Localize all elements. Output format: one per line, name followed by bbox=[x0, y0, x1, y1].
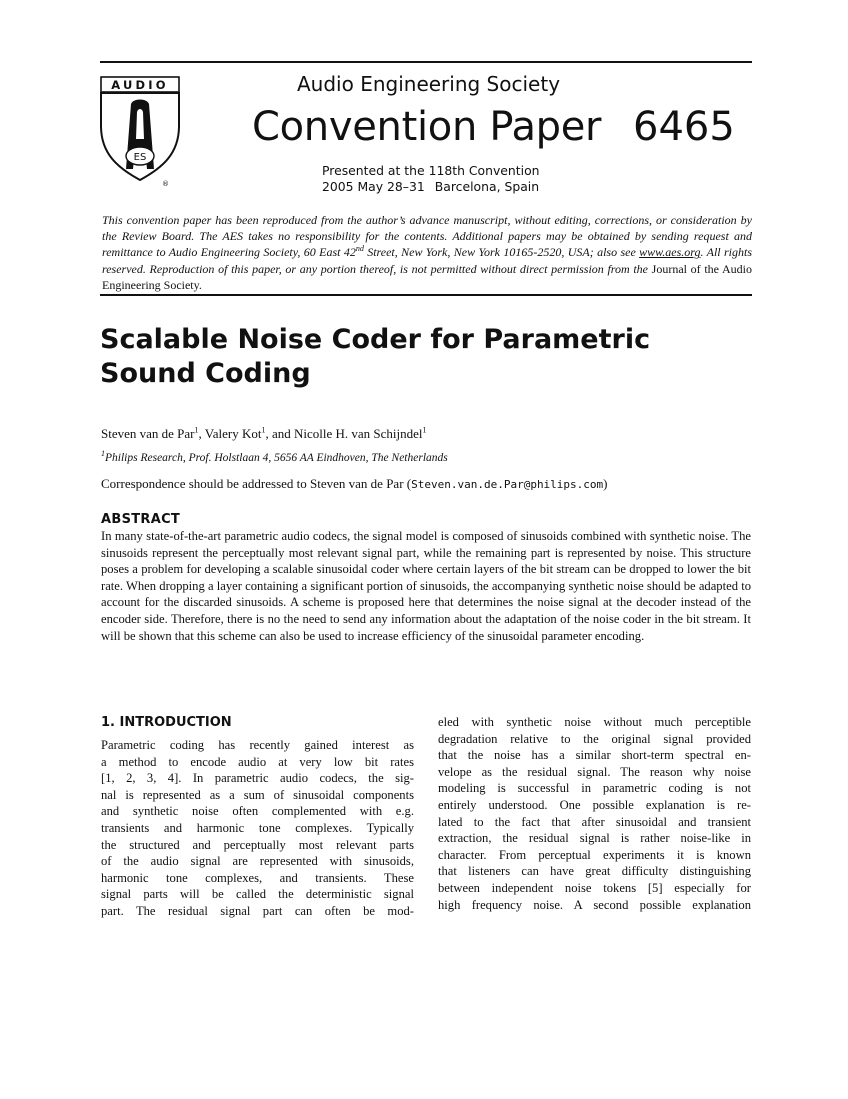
text-line: high frequency noise. A second possible explanation bbox=[438, 897, 751, 912]
author-3: and Nicolle H. van Schijndel bbox=[271, 426, 423, 441]
text-line: between independent noise tokens [5] especially for bbox=[438, 880, 751, 895]
correspondence-email[interactable]: Steven.van.de.Par@philips.com bbox=[411, 478, 604, 491]
affiliation bbox=[101, 449, 448, 464]
affiliation-text: Philips Research, Prof. Holstlaan 4, 5656 AA Eindhoven, The Netherlands bbox=[105, 452, 448, 464]
text-line: signal parts will be called the deterministic signal bbox=[101, 887, 414, 902]
author-3-mark: 1 bbox=[422, 425, 427, 435]
text-line: entirely understood. One possible explanation is re- bbox=[438, 797, 751, 812]
disclaimer-text-1: This convention paper has been reproduced from the author’s advance manuscript, without editing, corrections, or consideration by the Review Board. The AES takes no responsibility for the contents. Additional papers may be obtained by sending request and remittance to Audio Engineering Society, 60 East 42 bbox=[102, 213, 752, 260]
disclaimer bbox=[102, 212, 752, 293]
text-line: degradation relative to the original signal provided bbox=[438, 731, 751, 746]
series-title: Convention Paper bbox=[252, 104, 602, 150]
registered-mark: ® bbox=[162, 180, 169, 188]
logo-top-text: AUDIO bbox=[111, 78, 169, 92]
correspondence bbox=[101, 476, 608, 492]
aes-logo bbox=[100, 76, 182, 188]
text-line: that listeners can have great difficulty distinguishing bbox=[438, 864, 751, 879]
text-line: the structured and perceptually most relevant parts bbox=[101, 837, 414, 852]
text-line: and synthetic noise often complemented with e.g. bbox=[101, 804, 414, 819]
abstract-body: In many state-of-the-art parametric audio codecs, the signal model is composed of sinusoids combined with synthetic noise. The sinusoids represent the perceptually most relevant signal part, while the remaining part is represented by noise. This structure poses a problem for developing a scalable sinusoidal coder where certain layers of the bit stream can be dropped to lower the bit rate. When dropping a layer containing a significant portion of sinusoids, the accompanying synthetic noise should be adapted to account for the discarded sinusoids. A scheme is proposed here that determines the noise signal at the decoder instead of the encoder side. Therefore, there is no the need to send any information about the adaptation of the noise coder in the bit stream. It will be shown that this scheme can also be used to increase efficiency of the sinusoidal parameter encoding. bbox=[101, 529, 751, 643]
abstract-heading: ABSTRACT bbox=[101, 512, 181, 527]
bottom-rule bbox=[100, 294, 752, 296]
text-line: nal is represented as a sum of sinusoidal components bbox=[101, 787, 414, 802]
introduction-heading: 1. INTRODUCTION bbox=[101, 715, 232, 730]
presented-line: Presented at the 118th Convention bbox=[322, 163, 540, 178]
disclaimer-superscript: nd bbox=[355, 244, 364, 254]
authors: Steven van de Par$^1$, Valery Kot$^1$, and Nicolle H. van Schijndel$^1$ bbox=[101, 425, 427, 441]
disclaimer-end: . bbox=[198, 277, 202, 292]
text-line: that the noise has a similar short-term spectral en- bbox=[438, 748, 751, 763]
author-1-mark: 1 bbox=[194, 425, 199, 435]
text-line: transients and harmonic tone complexes. Typically bbox=[101, 820, 414, 835]
society-name: Audio Engineering Society bbox=[297, 72, 561, 96]
disclaimer-text-3: . All rights reserved. Reproduction of this paper, or any portion thereof, is not permitted without direct permission from the bbox=[102, 245, 752, 276]
text-line: character. From perceptual experiments it is known bbox=[438, 847, 751, 862]
introduction-column-2 bbox=[438, 714, 751, 913]
author-1: Steven van de Par bbox=[101, 426, 195, 441]
journal-name: Journal of the Audio Engineering Society bbox=[102, 261, 752, 292]
date-location-line bbox=[322, 179, 540, 195]
convention-date: 2005 May 28–31 bbox=[322, 179, 425, 194]
presentation-info bbox=[322, 163, 540, 195]
top-rule bbox=[100, 61, 752, 63]
text-line: lated to the fact that after sinusoidal and transient bbox=[438, 814, 751, 829]
correspondence-close: ) bbox=[603, 476, 608, 491]
text-line: [1, 2, 3, 4]. In parametric audio codecs, the sig- bbox=[101, 771, 414, 786]
logo-bottom-text: ES bbox=[133, 152, 147, 163]
text-line: velope as the residual signal. The reason why noise bbox=[438, 764, 751, 779]
author-2: Valery Kot bbox=[204, 426, 262, 441]
text-line: eled with synthetic noise without much perceptible bbox=[438, 715, 751, 729]
text-line: a method to encode audio at very low bit rates bbox=[101, 754, 414, 769]
text-line: harmonic tone complexes, and transients. These bbox=[101, 870, 414, 885]
paper-number: 6465 bbox=[633, 104, 735, 150]
introduction-column-1 bbox=[101, 737, 414, 920]
text-line: part. The residual signal part can often be mod- bbox=[101, 903, 414, 918]
convention-location: Barcelona, Spain bbox=[434, 179, 540, 194]
author-2-mark: 1 bbox=[261, 425, 266, 435]
affiliation-mark: 1 bbox=[101, 449, 105, 459]
disclaimer-text-2: Street, New York, New York 10165-2520, USA; also see bbox=[363, 245, 640, 260]
correspondence-text: Correspondence should be addressed to Steven van de Par ( bbox=[101, 476, 412, 491]
text-line: modeling is successful in parametric coding is not bbox=[438, 781, 751, 796]
paper-title: Scalable Noise Coder for Parametric Sound Coding bbox=[100, 324, 651, 389]
text-line: Parametric coding has recently gained interest as bbox=[101, 738, 414, 752]
text-line: extraction, the residual signal is rather noise-like in bbox=[438, 831, 751, 846]
aes-website-link[interactable]: www.aes.org bbox=[639, 245, 701, 260]
text-line: of the audio signal are represented with sinusoids, bbox=[101, 854, 414, 869]
